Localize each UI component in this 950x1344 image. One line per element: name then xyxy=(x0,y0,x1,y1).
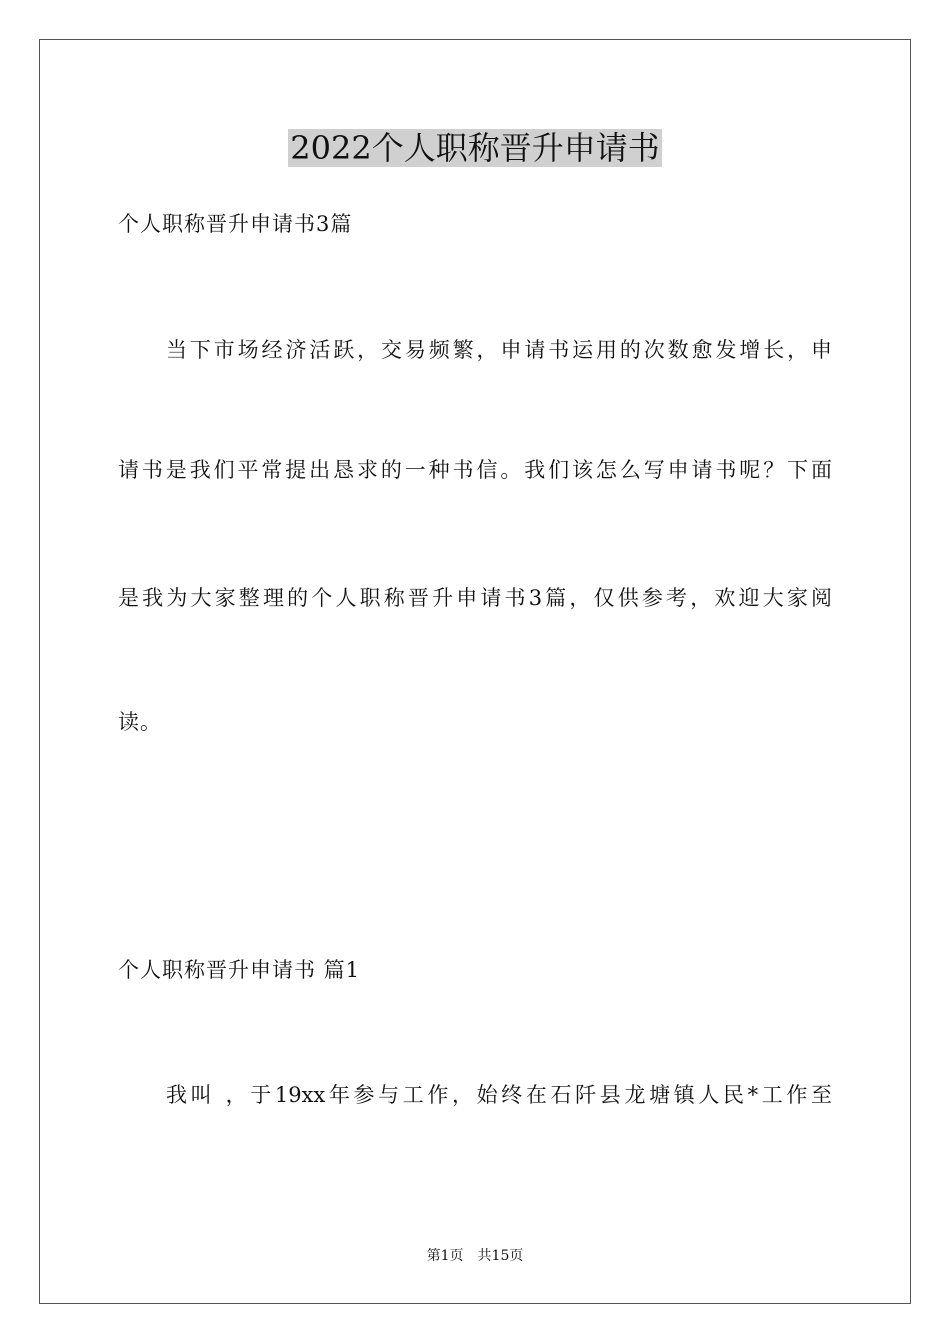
body-line-1: 我叫 ，于19xx年参与工作，始终在石阡县龙塘镇人民*工作至 xyxy=(166,1083,832,1107)
intro-line-1: 当下市场经济活跃，交易频繁，申请书运用的次数愈发增长，申 xyxy=(166,338,832,362)
page-number: 第1页 xyxy=(426,1248,464,1264)
page-total: 共15页 xyxy=(477,1248,524,1264)
document-title-text: 2022个人职称晋升申请书 xyxy=(290,129,660,167)
page-footer xyxy=(0,1246,950,1266)
document-title xyxy=(0,126,950,170)
section-heading: 个人职称晋升申请书 篇1 xyxy=(118,958,361,982)
intro-line-2: 请书是我们平常提出恳求的一种书信。我们该怎么写申请书呢？下面 xyxy=(118,458,832,482)
intro-line-4: 读。 xyxy=(118,710,162,734)
document-subtitle: 个人职称晋升申请书3篇 xyxy=(118,212,353,236)
intro-line-3: 是我为大家整理的个人职称晋升申请书3篇，仅供参考，欢迎大家阅 xyxy=(118,586,832,610)
